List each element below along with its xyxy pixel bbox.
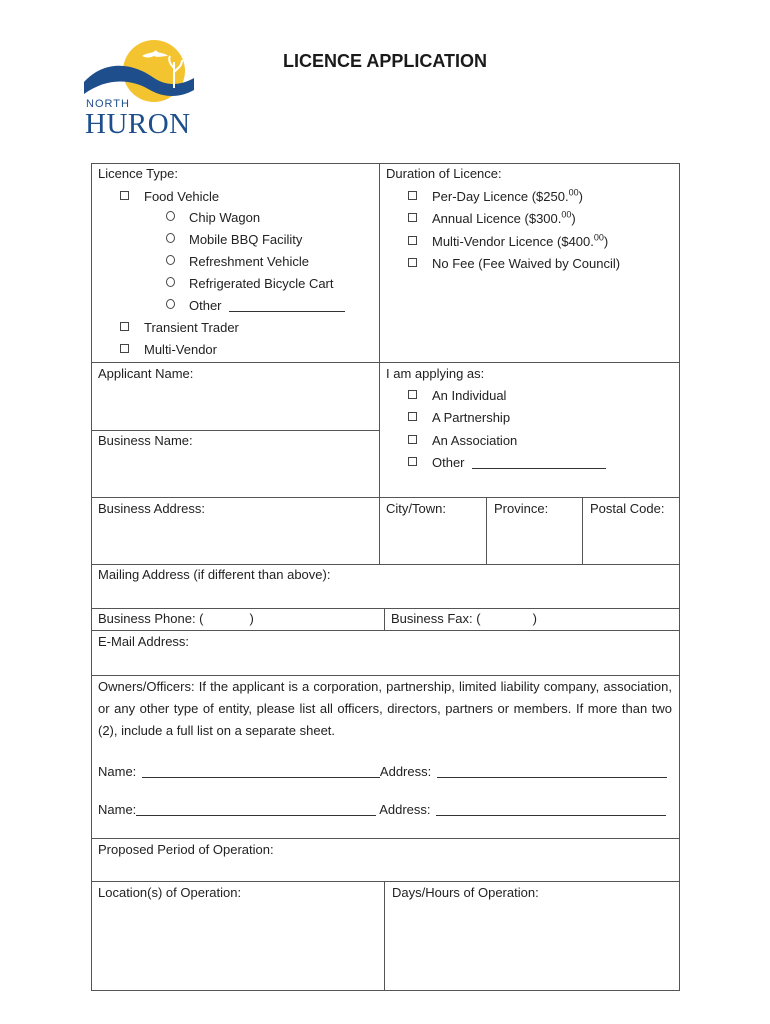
owner-row-1: Name: Address: xyxy=(98,764,667,780)
divider xyxy=(91,838,680,839)
multi-vendor-option[interactable]: Multi-Vendor xyxy=(120,342,217,358)
other-applicant-option[interactable]: Other xyxy=(408,455,606,471)
checkbox[interactable] xyxy=(408,236,417,245)
checkbox[interactable] xyxy=(408,435,417,444)
checkbox[interactable] xyxy=(120,322,129,331)
business-address-field[interactable] xyxy=(92,518,378,563)
business-name-label: Business Name: xyxy=(98,433,193,448)
mailing-address-label: Mailing Address (if different than above): xyxy=(98,567,331,582)
divider xyxy=(384,608,385,630)
individual-option[interactable]: An Individual xyxy=(408,388,506,404)
province-field[interactable] xyxy=(487,518,581,563)
per-day-licence-option[interactable]: Per-Day Licence ($250.00) xyxy=(408,189,583,205)
page-title: LICENCE APPLICATION xyxy=(282,51,487,71)
owner-1-address-field[interactable] xyxy=(437,765,667,778)
divider xyxy=(91,430,379,431)
owner-2-address-field[interactable] xyxy=(436,803,666,816)
divider xyxy=(91,630,680,631)
mobile-bbq-option[interactable]: Mobile BBQ Facility xyxy=(166,232,302,248)
logo-text-north: NORTH xyxy=(86,98,130,110)
checkbox[interactable] xyxy=(408,390,417,399)
refrigerated-bicycle-cart-option[interactable]: Refrigerated Bicycle Cart xyxy=(166,276,334,292)
days-hours-label: Days/Hours of Operation: xyxy=(392,885,539,900)
mailing-address-field[interactable] xyxy=(92,584,679,607)
transient-trader-option[interactable]: Transient Trader xyxy=(120,320,239,336)
checkbox[interactable] xyxy=(120,344,129,353)
business-fax-label: Business Fax: ( ) xyxy=(391,611,537,626)
owner-1-name-field[interactable] xyxy=(142,765,380,778)
email-address-label: E-Mail Address: xyxy=(98,634,190,649)
divider xyxy=(379,163,380,564)
radio-circle[interactable] xyxy=(166,211,175,221)
divider xyxy=(91,608,680,609)
other-vehicle-field[interactable] xyxy=(229,299,345,312)
annual-licence-option[interactable]: Annual Licence ($300.00) xyxy=(408,211,576,227)
business-address-label: Business Address: xyxy=(98,501,205,516)
owner-row-2: Name: Address: xyxy=(98,802,666,818)
radio-circle[interactable] xyxy=(166,277,175,287)
checkbox[interactable] xyxy=(408,412,417,421)
radio-circle[interactable] xyxy=(166,299,175,309)
province-label: Province: xyxy=(494,501,549,516)
divider xyxy=(91,362,680,363)
refreshment-vehicle-option[interactable]: Refreshment Vehicle xyxy=(166,254,309,270)
postal-code-field[interactable] xyxy=(583,518,679,563)
other-applicant-field[interactable] xyxy=(472,456,606,469)
no-fee-option[interactable]: No Fee (Fee Waived by Council) xyxy=(408,256,620,272)
business-name-field[interactable] xyxy=(92,450,378,496)
proposed-period-label: Proposed Period of Operation: xyxy=(98,842,274,857)
licence-type-label: Licence Type: xyxy=(98,166,178,181)
applicant-name-label: Applicant Name: xyxy=(98,366,194,381)
multi-vendor-licence-option[interactable]: Multi-Vendor Licence ($400.00) xyxy=(408,234,608,250)
divider xyxy=(91,881,680,882)
checkbox[interactable] xyxy=(408,457,417,466)
days-hours-field[interactable] xyxy=(386,902,679,990)
applicant-name-field[interactable] xyxy=(92,383,378,429)
checkbox[interactable] xyxy=(408,191,417,200)
locations-field[interactable] xyxy=(92,902,383,990)
locations-label: Location(s) of Operation: xyxy=(98,885,242,900)
association-option[interactable]: An Association xyxy=(408,433,517,449)
owners-officers-instructions: Owners/Officers: If the applicant is a corporation, partnership, limited liability company, association, or any other type of entity, please list all officers, directors, partners or members. If more than two (2), include a full list on a separate sheet. xyxy=(98,679,672,738)
city-label: City/Town: xyxy=(386,501,446,516)
divider xyxy=(384,881,385,991)
postal-code-label: Postal Code: xyxy=(590,501,665,516)
proposed-period-field[interactable] xyxy=(92,859,679,880)
radio-circle[interactable] xyxy=(166,255,175,265)
divider xyxy=(91,497,680,498)
owner-2-name-field[interactable] xyxy=(136,803,376,816)
business-phone-label: Business Phone: ( ) xyxy=(98,611,254,626)
other-vehicle-option[interactable]: Other xyxy=(166,298,345,314)
checkbox[interactable] xyxy=(408,213,417,222)
food-vehicle-option[interactable]: Food Vehicle xyxy=(120,189,219,205)
divider xyxy=(91,564,680,565)
checkbox[interactable] xyxy=(120,191,129,200)
email-address-field[interactable] xyxy=(92,651,679,674)
chip-wagon-option[interactable]: Chip Wagon xyxy=(166,210,260,226)
checkbox[interactable] xyxy=(408,258,417,267)
city-field[interactable] xyxy=(380,518,485,563)
duration-label: Duration of Licence: xyxy=(386,166,502,181)
radio-circle[interactable] xyxy=(166,233,175,243)
applying-as-label: I am applying as: xyxy=(386,366,485,381)
logo-text-huron: HURON xyxy=(85,108,191,140)
partnership-option[interactable]: A Partnership xyxy=(408,410,510,426)
